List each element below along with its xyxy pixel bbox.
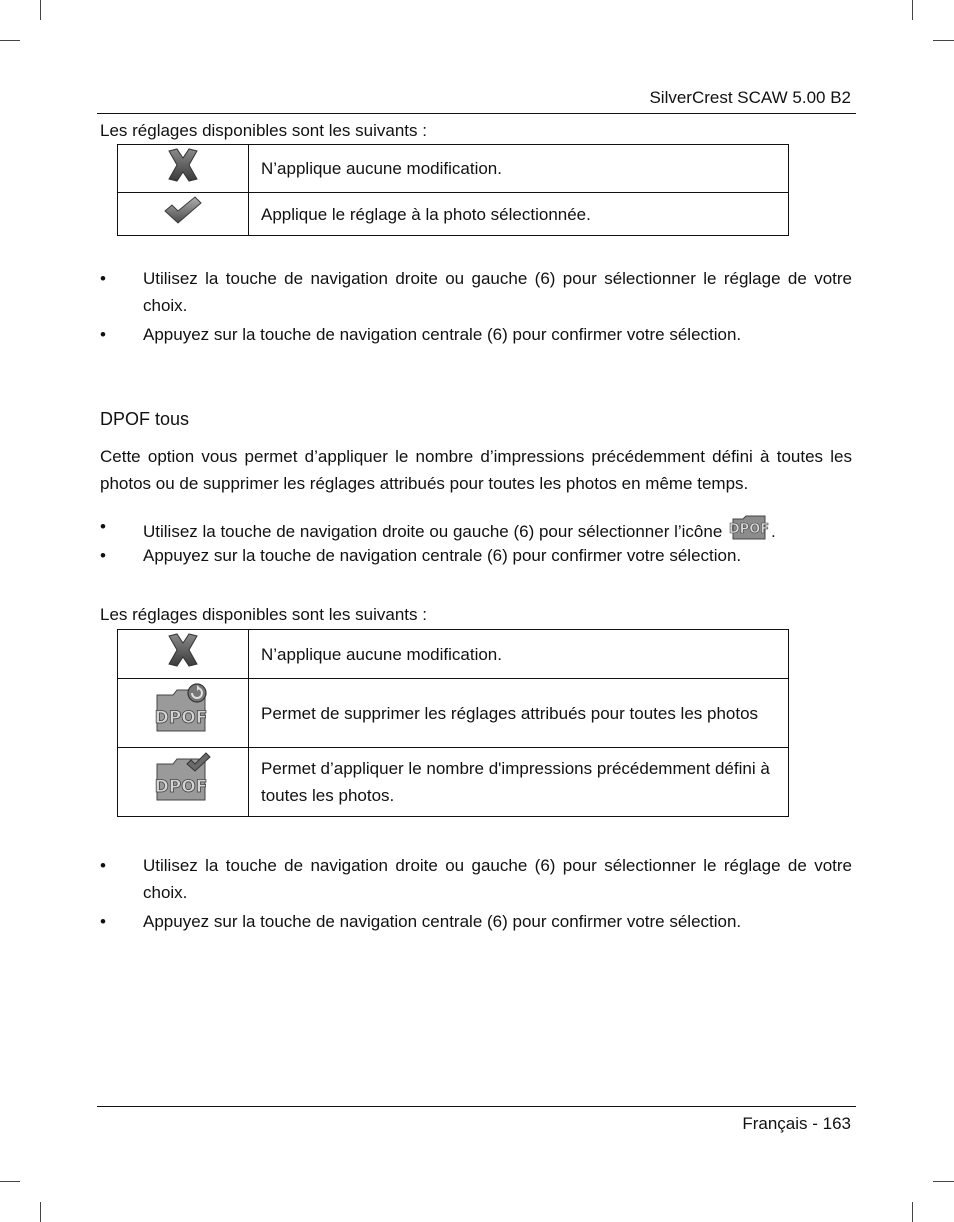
dpof-label: DPOF <box>154 777 208 797</box>
list-item <box>100 908 852 935</box>
cancel-x-icon <box>163 632 203 676</box>
list-item-text: Utilisez la touche de navigation droite ou gauche (6) pour sélectionner le réglage de votre choix. <box>143 856 852 902</box>
list-item <box>100 542 852 569</box>
bullet: • <box>100 912 106 931</box>
section-description: Cette option vous permet d’appliquer le nombre d’impressions précédemment défini à toutes les photos ou de supprimer les réglages attribués pour toutes les photos en même temps. <box>100 447 852 493</box>
crop-mark <box>933 40 954 41</box>
settings-table <box>117 629 789 817</box>
list-item <box>100 321 852 348</box>
crop-mark <box>933 1181 954 1182</box>
dpof-apply-icon <box>153 750 213 814</box>
settings-table <box>117 144 789 236</box>
row-text: N’applique aucune modification. <box>249 145 789 193</box>
table-row <box>118 193 789 236</box>
icon-cell <box>118 748 249 817</box>
settings-intro: Les réglages disponibles sont les suivants : <box>100 605 427 624</box>
list-item-text: Appuyez sur la touche de navigation centrale (6) pour confirmer votre sélection. <box>143 546 742 565</box>
page-number: Français - 163 <box>742 1114 851 1133</box>
table-row <box>118 630 789 679</box>
crop-mark <box>0 40 20 41</box>
checkmark-icon <box>163 194 203 234</box>
bullet: • <box>100 546 106 565</box>
list-item <box>100 852 852 906</box>
bullet: • <box>100 856 106 875</box>
dpof-label: DPOF <box>154 708 208 728</box>
table-row <box>118 748 789 817</box>
list-item-text-part: . <box>771 522 776 541</box>
bullet: • <box>100 269 106 288</box>
bullet: • <box>100 517 106 536</box>
dpof-reset-icon <box>153 681 213 745</box>
list-item <box>100 265 852 319</box>
row-text: Permet de supprimer les réglages attribués pour toutes les photos <box>249 679 789 748</box>
table-row <box>118 145 789 193</box>
list-item-text-part: Utilisez la touche de navigation droite ou gauche (6) pour sélectionner l’icône <box>143 522 723 541</box>
header-product-name: SilverCrest SCAW 5.00 B2 <box>649 88 851 107</box>
table-row <box>118 679 789 748</box>
crop-mark <box>0 1181 20 1182</box>
list-item-text: Appuyez sur la touche de navigation centrale (6) pour confirmer votre sélection. <box>143 912 742 931</box>
icon-cell <box>118 679 249 748</box>
icon-cell <box>118 193 249 236</box>
crop-mark <box>40 1202 41 1222</box>
row-text: N’applique aucune modification. <box>249 630 789 679</box>
row-text: Permet d’appliquer le nombre d'impressions précédemment défini à toutes les photos. <box>249 748 789 817</box>
list-item-text: Utilisez la touche de navigation droite ou gauche (6) pour sélectionner le réglage de votre choix. <box>143 269 852 315</box>
crop-mark <box>912 1202 913 1222</box>
cancel-x-icon <box>163 147 203 191</box>
crop-mark <box>40 0 41 20</box>
crop-mark <box>912 0 913 20</box>
dpof-label: DPOF <box>729 522 770 537</box>
icon-cell <box>118 145 249 193</box>
footer-rule <box>97 1106 856 1107</box>
icon-cell <box>118 630 249 679</box>
bullet: • <box>100 325 106 344</box>
section-title: DPOF tous <box>100 409 190 429</box>
header-rule <box>97 113 856 114</box>
settings-intro: Les réglages disponibles sont les suivants : <box>100 121 427 140</box>
row-text: Applique le réglage à la photo sélectionnée. <box>249 193 789 236</box>
list-item-text: Appuyez sur la touche de navigation centrale (6) pour confirmer votre sélection. <box>143 325 742 344</box>
